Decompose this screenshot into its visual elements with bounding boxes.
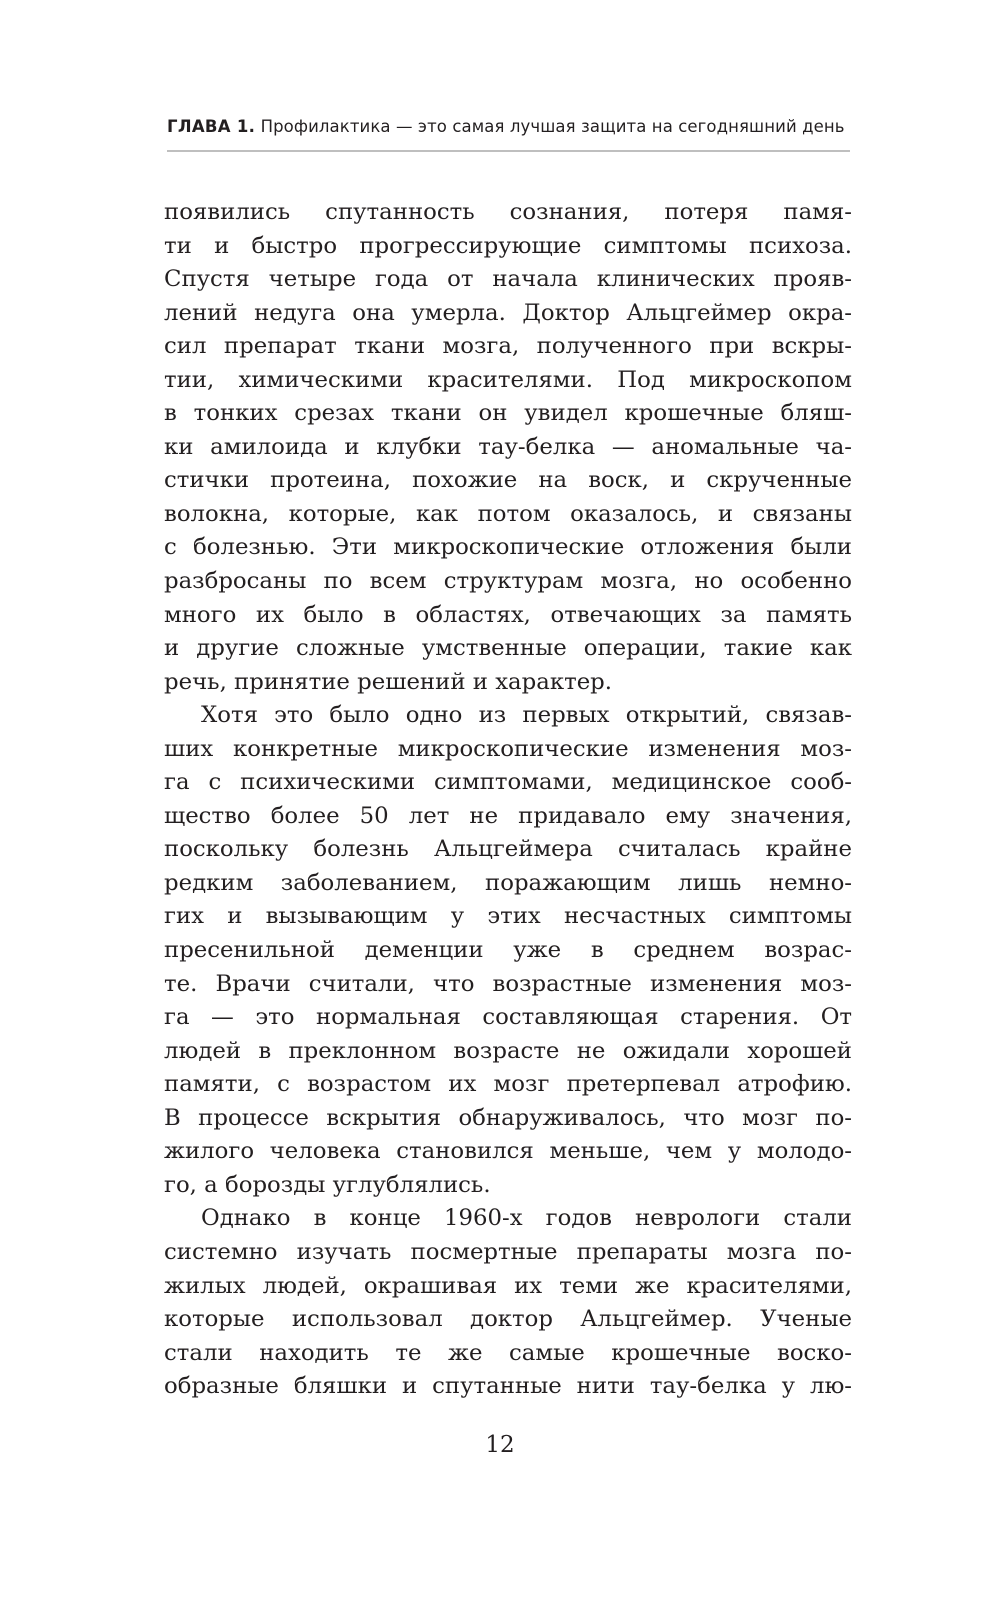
text-line: жилого человека становился меньше, чем у молодо-: [164, 1138, 852, 1165]
text-line: стички протеина, похожие на воск, и скрученные: [164, 467, 852, 494]
text-line: лений недуга она умерла. Доктор Альцгеймер окра-: [164, 299, 852, 326]
text-line: ти и быстро прогрессирующие симптомы психоза.: [164, 232, 852, 259]
text-line: ки амилоида и клубки тау-белка — аномальные ча-: [164, 433, 852, 460]
running-header: [167, 117, 850, 145]
text-line: появились спутанность сознания, потеря памя-: [164, 199, 852, 225]
text-line: речь, принятие решений и характер.: [164, 668, 613, 695]
body-text: [164, 196, 852, 1404]
text-line: людей в преклонном возрасте не ожидали хорошей: [164, 1037, 852, 1064]
text-line: много их было в областях, отвечающих за память: [164, 601, 852, 628]
text-line: га с психическими симптомами, медицинское сооб-: [164, 769, 852, 796]
header-divider: [167, 150, 850, 152]
text-line: щество более 50 лет не придавало ему значения,: [164, 802, 852, 829]
text-line: волокна, которые, как потом оказалось, и связаны: [164, 500, 852, 527]
text-line: ших конкретные микроскопические изменения моз-: [164, 735, 852, 762]
text-line: жилых людей, окрашивая их теми же красителями,: [164, 1272, 852, 1299]
text-line: и другие сложные умственные операции, такие как: [164, 635, 852, 662]
text-line: разбросаны по всем структурам мозга, но особенно: [164, 568, 852, 595]
text-line: В процессе вскрытия обнаруживалось, что мозг по-: [164, 1104, 852, 1131]
chapter-label: ГЛАВА 1.: [167, 117, 256, 136]
text-line: га — это нормальная составляющая старения. От: [164, 1004, 852, 1031]
text-line: редким заболеванием, поражающим лишь немно-: [164, 869, 852, 896]
paragraph-1: [164, 196, 852, 699]
text-line: Однако в конце 1960-х годов неврологи стали: [201, 1205, 852, 1232]
text-line: образные бляшки и спутанные нити тау-белка у лю-: [164, 1373, 852, 1400]
page-number: 12: [485, 1432, 515, 1458]
text-line: стали находить те же самые крошечные воско-: [164, 1339, 852, 1366]
text-line: которые использовал доктор Альцгеймер. Ученые: [164, 1306, 852, 1333]
paragraph-3: [164, 1202, 852, 1403]
text-line: системно изучать посмертные препараты мозга по-: [164, 1238, 852, 1265]
text-line: поскольку болезнь Альцгеймера считалась крайне: [164, 836, 852, 863]
chapter-title: Профилактика — это самая лучшая защита на сегодняшний день: [260, 117, 845, 136]
text-line: го, а борозды углублялись.: [164, 1171, 491, 1198]
text-line: Хотя это было одно из первых открытий, связав-: [201, 702, 852, 729]
text-line: пресенильной деменции уже в среднем возрас-: [164, 937, 852, 964]
text-line: сил препарат ткани мозга, полученного при вскры-: [164, 333, 852, 360]
paragraph-2: [164, 699, 852, 1202]
text-line: в тонких срезах ткани он увидел крошечные бляш-: [164, 400, 852, 427]
text-line: те. Врачи считали, что возрастные изменения моз-: [164, 970, 852, 997]
text-line: Спустя четыре года от начала клинических прояв-: [164, 266, 852, 293]
text-line: гих и вызывающим у этих несчастных симптомы: [164, 903, 852, 930]
text-line: с болезнью. Эти микроскопические отложения были: [164, 534, 852, 561]
text-line: тии, химическими красителями. Под микроскопом: [164, 366, 852, 393]
text-line: памяти, с возрастом их мозг претерпевал атрофию.: [164, 1071, 852, 1098]
